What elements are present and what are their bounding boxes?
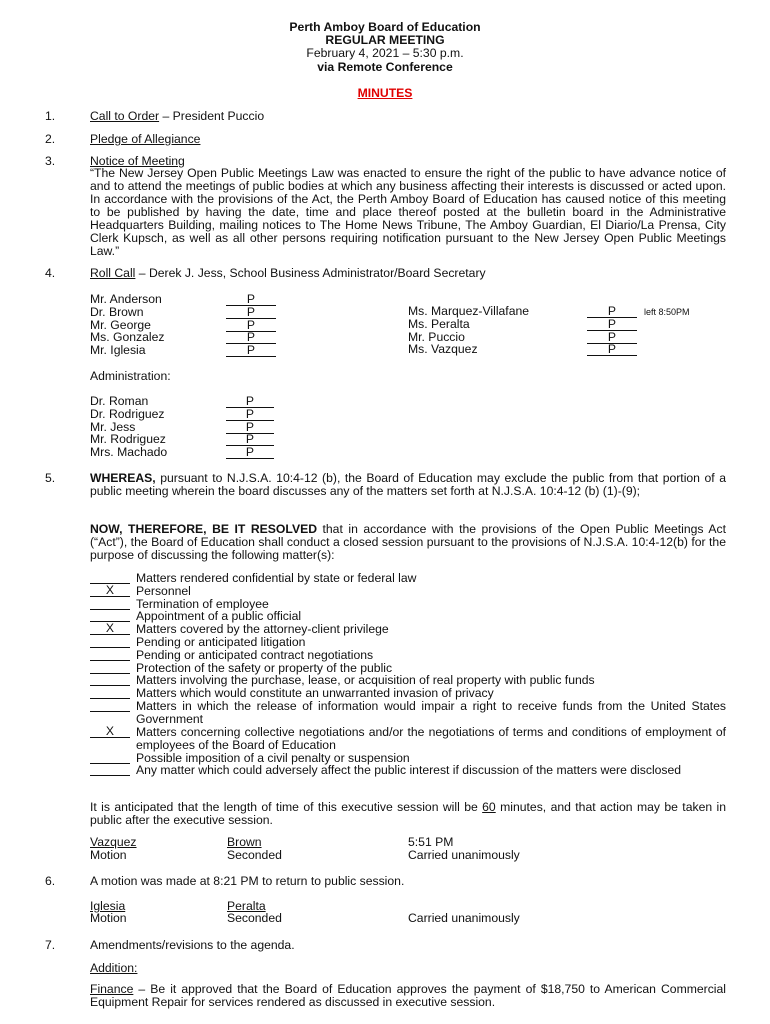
matter-mark xyxy=(90,662,130,674)
matter-text: Matters involving the purchase, lease, or acquisition of real property with public funds xyxy=(136,673,595,688)
administration-label: Administration: xyxy=(90,369,171,383)
org-title: Perth Amboy Board of Education xyxy=(289,20,481,34)
item-2-link: Pledge of Allegiance xyxy=(90,132,201,146)
admin-mark: P xyxy=(226,446,274,459)
vote1-time: 5:51 PM xyxy=(408,835,454,849)
anticipated-paragraph xyxy=(90,801,726,827)
item-6-text: A motion was made at 8:21 PM to return to public session. xyxy=(90,874,405,888)
item-1-number: 1. xyxy=(45,109,56,123)
matter-mark xyxy=(90,649,130,661)
matter-mark xyxy=(90,752,130,764)
admin-mark: P xyxy=(226,421,274,434)
roll-member-name: Mr. Puccio xyxy=(408,329,465,344)
matter-mark xyxy=(90,700,130,712)
item-1-link: Call to Order xyxy=(90,109,160,123)
item-1 xyxy=(90,110,264,123)
matter-text: Pending or anticipated contract negotiations xyxy=(136,647,374,662)
anticipated-text-post: minutes, and that action may be taken in public after the executive session. xyxy=(90,800,727,827)
roll-call-text: – Derek J. Jess, School Business Administrator/Board Secretary xyxy=(135,266,486,280)
matter-mark xyxy=(90,598,130,610)
roll-member-name: Mr. Iglesia xyxy=(90,343,146,358)
roll-member-name: Ms. Peralta xyxy=(408,316,470,331)
item-4-number: 4. xyxy=(45,266,56,280)
item-7-number: 7. xyxy=(45,938,56,952)
matter-text: Matters in which the release of information would impair a right to receive funds from the United States Government xyxy=(136,699,726,726)
roll-member-mark: P xyxy=(226,306,276,319)
matter-text: Possible imposition of a civil penalty or suspension xyxy=(136,750,410,765)
roll-member-mark: P xyxy=(587,305,637,318)
roll-member-name: Mr. George xyxy=(90,317,151,332)
matter-text: Appointment of a public official xyxy=(136,609,302,624)
matter-mark xyxy=(90,636,130,648)
item-3-number: 3. xyxy=(45,154,56,168)
whereas-text: pursuant to N.J.S.A. 10:4-12 (b), the Board of Education may exclude the public from that portion of a public meeting wherein the board discusses any of the matters set forth at N.J.S.A. 10:4-12 (b) (1)-(9); xyxy=(90,471,726,498)
meeting-type: REGULAR MEETING xyxy=(325,33,445,47)
matter-text: Any matter which could adversely affect the public interest if discussion of the matters were disclosed xyxy=(136,763,682,778)
addition-label: Addition: xyxy=(90,961,138,975)
resolved-text: that in accordance with the provisions of the Open Public Meetings Act (“Act”), the Board of Education shall conduct a closed session pursuant to the provisions of N.J.S.A. 10:4-12(b) for the purpose of discussing the following matter(s): xyxy=(90,522,726,562)
roll-member-note: left 8:50PM xyxy=(644,307,690,317)
matter-text: Termination of employee xyxy=(136,596,269,611)
vote2-second-label: Seconded xyxy=(227,911,282,925)
admin-mark: P xyxy=(226,408,274,421)
vote1-mover: Vazquez xyxy=(90,835,137,849)
vote1-result: Carried unanimously xyxy=(408,848,520,862)
vote2-second: Peralta xyxy=(227,899,266,913)
roll-member-mark: P xyxy=(226,319,276,332)
anticipated-text-pre: It is anticipated that the length of time of this executive session will be xyxy=(90,800,483,814)
admin-name: Mr. Rodriguez xyxy=(90,432,166,447)
vote1-mover-label: Motion xyxy=(90,848,127,862)
resolved-label: NOW, THEREFORE, BE IT RESOLVED xyxy=(90,522,317,536)
matter-mark xyxy=(90,687,130,699)
vote2-result: Carried unanimously xyxy=(408,911,520,925)
admin-name: Dr. Roman xyxy=(90,394,149,408)
finance-link: Finance xyxy=(90,982,134,996)
resolved-paragraph xyxy=(90,523,726,562)
roll-member-name: Ms. Vazquez xyxy=(408,342,478,357)
matter-text: Matters concerning collective negotiations and/or the negotiations of terms and conditions of employment of employees of the Board of Education xyxy=(136,724,726,752)
matter-mark: X xyxy=(90,585,130,597)
roll-member-name: Ms. Gonzalez xyxy=(90,330,165,345)
item-4 xyxy=(90,267,486,280)
matter-mark xyxy=(90,674,130,686)
roll-member-name: Mr. Anderson xyxy=(90,292,162,306)
vote2-mover: Iglesia xyxy=(90,899,126,913)
item-3-link: Notice of Meeting xyxy=(90,154,185,168)
vote2-mover-label: Motion xyxy=(90,911,127,925)
matter-text: Personnel xyxy=(136,583,191,598)
roll-member-mark: P xyxy=(226,331,276,344)
matter-text: Matters which would constitute an unwarranted invasion of privacy xyxy=(136,686,494,701)
matter-text: Protection of the safety or property of the public xyxy=(136,660,393,675)
admin-mark: P xyxy=(226,433,274,446)
finance-text: – Be it approved that the Board of Education approves the payment of $18,750 to American Commercial Equipment Repair for services rendered as discussed in executive session. xyxy=(90,982,726,1009)
roll-member-name: Dr. Brown xyxy=(90,304,144,319)
matter-mark: X xyxy=(90,623,130,635)
meeting-date: February 4, 2021 – 5:30 p.m. xyxy=(306,46,464,60)
matter-text: Matters covered by the attorney-client privilege xyxy=(136,622,389,637)
matter-text: Pending or anticipated litigation xyxy=(136,635,306,649)
matter-mark xyxy=(90,764,130,776)
admin-mark: P xyxy=(226,395,274,408)
whereas-label: WHEREAS, xyxy=(90,471,156,485)
matter-mark: X xyxy=(90,726,130,738)
item-6-number: 6. xyxy=(45,874,56,888)
item-7-text: Amendments/revisions to the agenda. xyxy=(90,938,295,952)
anticipated-minutes: 60 xyxy=(482,800,496,814)
admin-name: Dr. Rodriguez xyxy=(90,406,165,421)
roll-call-link: Roll Call xyxy=(90,266,136,280)
admin-name: Mr. Jess xyxy=(90,419,136,434)
vote1-second-label: Seconded xyxy=(227,848,282,862)
notice-of-meeting-text: “The New Jersey Open Public Meetings Law was enacted to ensure the right of the public to have advance notice of and to attend the meetings of public bodies at which any business affecting their interests is discussed or acted upon. In accordance with the provisions of the Act, the Perth Amboy Board of Education has caused notice of this meeting to be published by having the date, time and place thereof posted at the bulletin board in the Administrative Headquarters Building, mailing notices to The Home News Tribune, The Amboy Guardian, El Diario/La Prensa, City Clerk Kupsch, as well as all other persons requiring notification pursuant to the New Jersey Open Public Meetings Law.” xyxy=(90,166,726,258)
roll-member-mark: P xyxy=(226,344,276,357)
matter-text: Matters rendered confidential by state or federal law xyxy=(136,571,417,585)
admin-name: Mrs. Machado xyxy=(90,445,168,460)
roll-member-mark: P xyxy=(587,318,637,331)
roll-member-name: Ms. Marquez-Villafane xyxy=(408,304,530,318)
item-1-text: – President Puccio xyxy=(159,109,265,123)
item-5-number: 5. xyxy=(45,471,56,485)
finance-paragraph xyxy=(90,983,726,1009)
roll-member-mark: P xyxy=(226,293,276,306)
item-2-number: 2. xyxy=(45,132,56,146)
roll-member-mark: P xyxy=(587,343,637,356)
meeting-venue: via Remote Conference xyxy=(317,60,453,74)
minutes-heading: MINUTES xyxy=(357,86,413,100)
roll-member-mark: P xyxy=(587,331,637,344)
vote1-second: Brown xyxy=(227,835,262,849)
whereas-paragraph xyxy=(90,472,726,498)
